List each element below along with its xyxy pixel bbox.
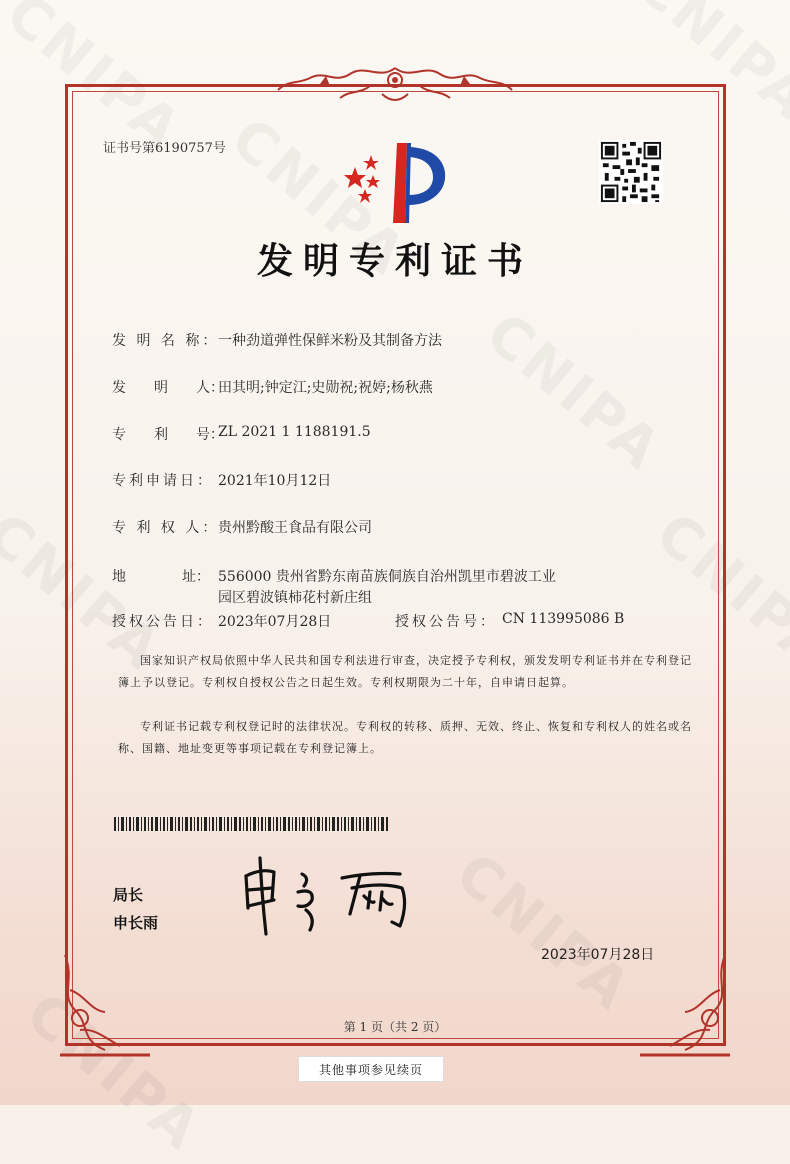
filing-date-value: 2021年10月12日 [218,473,332,489]
corner-ornament-right [630,950,740,1060]
top-ornament [270,60,520,112]
grant-number-label: 授权公告号： [395,614,497,630]
patentee-label: 专 利 权 人： [112,520,220,536]
body-paragraph-2: 专利证书记载专利权登记时的法律状况。专利权的转移、质押、无效、终止、恢复和专利权人的姓名或名称、国籍、地址变更等事项记载在专利登记簿上。 [118,720,692,755]
patent-number-label: 专 利 号： [112,427,224,443]
grant-date-label: 授权公告日： [112,614,214,630]
signatory-name: 申长雨 [113,914,159,932]
address-line-1: 556000 贵州省黔东南苗族侗族自治州凯里市碧波工业 [218,569,556,585]
qr-code-icon [598,140,664,204]
signature-date: 2023年07月28日 [541,947,655,963]
certificate-number: 证书号第6190757号 [103,141,226,156]
patent-number-value: ZL 2021 1 1188191.5 [218,424,371,440]
continuation-note: 其他事项参见续页 [298,1056,444,1082]
invention-name-label: 发 明 名 称： [112,333,220,349]
certificate-title: 发明专利证书 [256,241,533,282]
signatory-title: 局长 [113,886,144,904]
body-paragraph-1: 国家知识产权局依照中华人民共和国专利法进行审查，决定授予专利权，颁发发明专利证书并在专利登记簿上予以登记。专利权自授权公告之日起生效。专利权期限为二十年，自申请日起算。 [118,654,692,689]
corner-ornament-left [50,950,160,1060]
grant-number-value: CN 113995086 B [502,611,625,627]
inventor-label: 发 明 人： [112,380,224,396]
address-label: 地 址： [112,569,210,585]
grant-date-value: 2023年07月28日 [218,614,332,630]
page-indicator: 第 1 页（共 2 页） [343,1020,447,1034]
inventor-value: 田其明;钟定江;史勋祝;祝婷;杨秋燕 [218,380,433,396]
filing-date-label: 专利申请日： [112,473,214,489]
barcode-icon [114,817,390,831]
patentee-value: 贵州黔酸王食品有限公司 [218,520,372,536]
address-line-2: 园区碧波镇柿花村新庄组 [218,590,372,606]
invention-name-value: 一种劲道弹性保鲜米粉及其制备方法 [218,333,442,349]
cnipa-logo [335,137,455,227]
handwritten-signature [232,848,432,940]
